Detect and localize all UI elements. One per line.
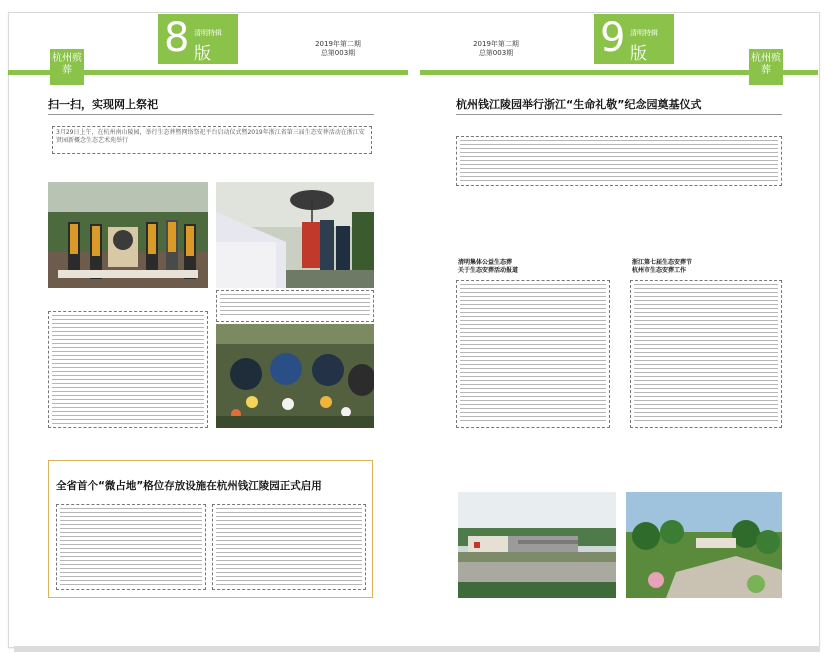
page-shadow [14, 646, 820, 652]
left-section-tag: 杭州殡葬 [50, 49, 84, 85]
right-issue-info: 2019年第二期 总第003期 [473, 40, 519, 57]
right-sub-headline-left: 清明集体公益生态葬 关于生态安葬活动报道 [458, 259, 519, 274]
left-intro-box: 3月29日上午，在杭州南山陵园，举行生态葬暨网络祭祀平台启动仪式暨2019年浙江省第三届生态安葬活动在浙江安贤园新概念生态艺术苑举行 [52, 126, 372, 154]
right-section-tag: 杭州殡葬 [749, 49, 783, 85]
memorial-gate-photo [458, 492, 616, 598]
flower-planting-photo [216, 324, 374, 428]
right-article-column-2 [630, 280, 782, 428]
right-headline-rule [456, 114, 782, 115]
right-intro-box [456, 136, 782, 186]
ceremony-photo [48, 182, 208, 288]
left-article-column-1 [48, 311, 208, 428]
left-edition-label: 版 [194, 44, 211, 64]
right-edition-label: 版 [630, 44, 647, 64]
right-edition-box [594, 14, 674, 64]
bottom-article-headline: 全省首个“微占地”格位存放设施在杭州钱江陵园正式启用 [56, 480, 322, 492]
umbrella-photo [216, 182, 374, 288]
right-sub-headline-right: 浙江第七届生态安葬节 杭州市生态安葬工作 [632, 259, 693, 274]
right-headline: 杭州钱江陵园举行浙江“生命礼敬”纪念园奠基仪式 [456, 98, 702, 111]
left-headline-rule [48, 114, 374, 115]
bottom-article-column-2 [212, 504, 366, 590]
right-edition-number: 9 [600, 15, 626, 61]
right-article-column-1 [456, 280, 610, 428]
bottom-article-column-1 [56, 504, 206, 590]
left-issue-info: 2019年第二期 总第003期 [315, 40, 361, 57]
right-edition-kind: 清明特辑 [630, 29, 658, 37]
left-edition-kind: 清明特辑 [194, 29, 222, 37]
left-top-headline: 扫一扫，实现网上祭祀 [48, 98, 158, 111]
left-edition-box [158, 14, 238, 64]
left-article-column-2 [216, 290, 374, 322]
garden-render-photo [626, 492, 782, 598]
left-edition-number: 8 [164, 15, 190, 61]
